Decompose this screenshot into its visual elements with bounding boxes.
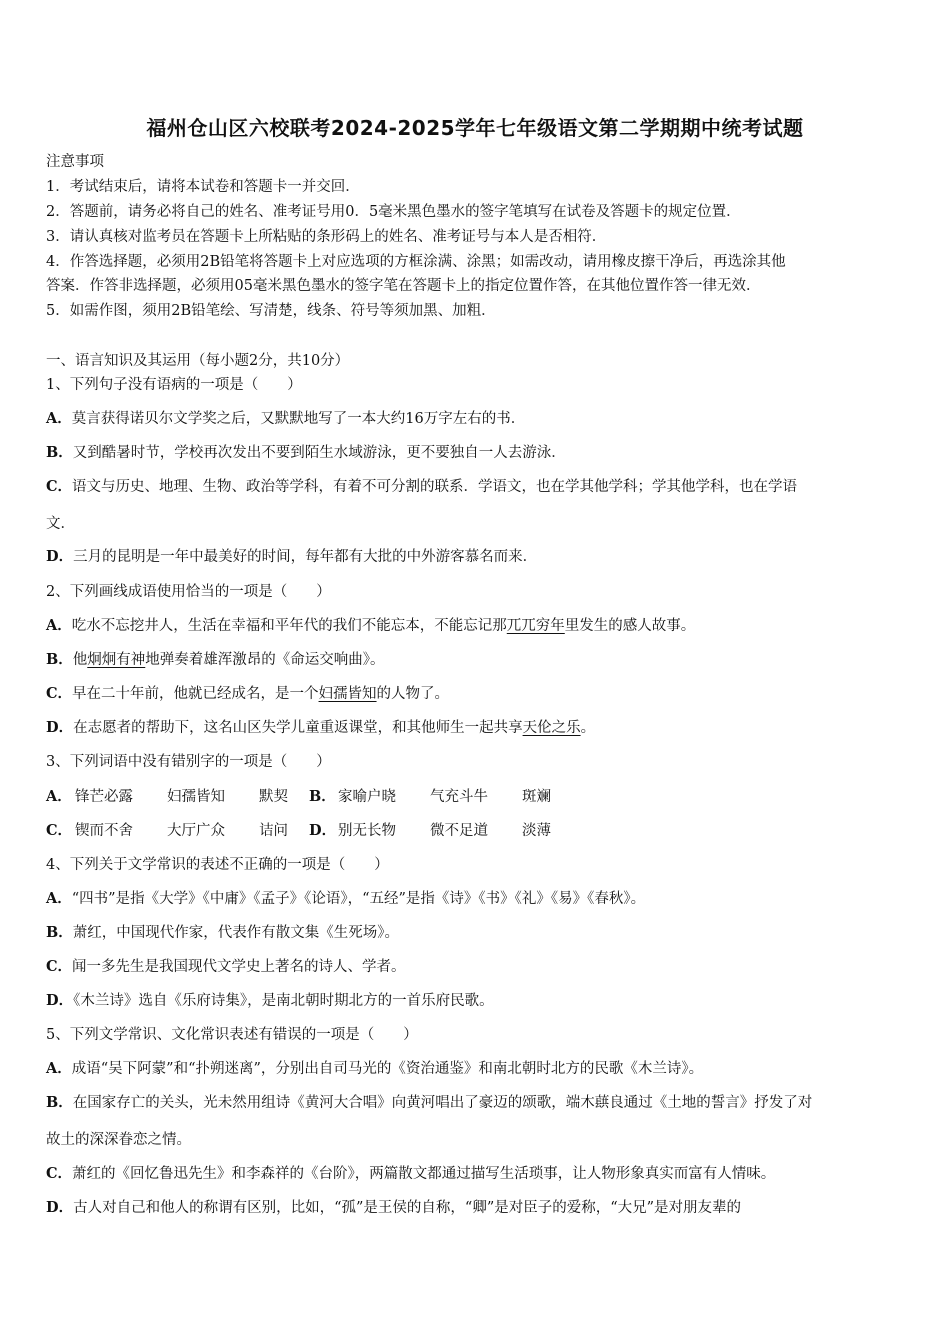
section-heading: 一、语言知识及其运用（每小题2分，共10分）: [46, 353, 350, 369]
q2-stem: 2、下列画线成语使用恰当的一项是（ ）: [46, 584, 331, 600]
q1-option-c: [46, 477, 797, 497]
option-text: “四书”是指《大学》《中庸》《孟子》《论语》，“五经”是指《诗》《书》《礼》《易》《春秋》。: [71, 891, 646, 907]
option-label: D．: [46, 992, 74, 1009]
q1-option-b: [46, 443, 566, 463]
option-text: 的人物了。: [376, 686, 450, 702]
underlined-idiom: 妇孺皆知: [318, 686, 377, 702]
q5-option-b-cont: 故土的深深眷恋之情。: [46, 1132, 191, 1148]
option-text: 莫言获得诺贝尔文学奖之后，又默默地写了一本大约16万字左右的书．: [71, 411, 526, 427]
option-label: C．: [46, 685, 73, 702]
q2-option-c: [46, 684, 449, 704]
underlined-idiom: 天伦之乐: [522, 720, 581, 736]
q3-d-word-3: 淡薄: [522, 823, 551, 839]
q4-option-b: [46, 923, 399, 943]
q3-option-d: [309, 821, 336, 841]
notice-item-2: 2．答题前，请务必将自己的姓名、准考证号用0．5毫米黑色墨水的签字笔填写在试卷及答题卡的规定位置．: [46, 204, 741, 220]
q3-option-c: [46, 821, 72, 841]
option-label: B．: [46, 924, 73, 941]
option-label: D．: [46, 548, 74, 565]
option-text: 地弹奏着雄浑激昂的《命运交响曲》。: [145, 652, 385, 668]
option-text: 三月的昆明是一年中最美好的时间，每年都有大批的中外游客慕名而来．: [73, 549, 538, 565]
option-text: 成语“吴下阿蒙”和“扑朔迷离”，分别出自司马光的《资治通鉴》和南北朝时北方的民歌《木兰诗》。: [71, 1061, 704, 1077]
q4-stem: 4、下列关于文学常识的表述不正确的一项是（ ）: [46, 857, 389, 873]
option-label: C．: [46, 1165, 73, 1182]
option-text: 古人对自己和他人的称谓有区别，比如，“孤”是王侯的自称，“卿”是对臣子的爱称，“大兄”是对朋友辈的: [73, 1200, 742, 1216]
underlined-idiom: 炯炯有神: [87, 652, 146, 668]
option-text: 吃水不忘挖井人，生活在幸福和平年代的我们不能忘本，不能忘记那: [71, 618, 507, 634]
notice-item-3: 3．请认真核对监考员在答题卡上所粘贴的条形码上的姓名、准考证号与本人是否相符．: [46, 229, 607, 245]
notice-item-4-cont: 答案．作答非选择题，必须用05毫米黑色墨水的签字笔在答题卡上的指定位置作答，在其他位置作答一律无效．: [46, 278, 761, 294]
option-text: 《木兰诗》选自《乐府诗集》，是南北朝时期北方的一首乐府民歌。: [73, 993, 494, 1009]
q5-option-d: [46, 1198, 741, 1218]
q5-option-a: [46, 1059, 703, 1079]
q3-a-word-2: 妇孺皆知: [167, 789, 225, 805]
q3-b-word-3: 斑斓: [522, 789, 551, 805]
q3-d-word-1: 别无长物: [338, 823, 396, 839]
page-title: 福州仓山区六校联考2024-2025学年七年级语文第二学期期中统考试题: [146, 116, 804, 140]
option-label: A．: [46, 410, 72, 427]
q5-option-b: [46, 1093, 812, 1113]
option-text: 闻一多先生是我国现代文学史上著名的诗人、学者。: [72, 959, 406, 975]
option-label: A．: [46, 788, 72, 805]
q2-option-d: [46, 718, 595, 738]
q1-option-c-cont: 文．: [46, 516, 75, 532]
option-label: D．: [309, 822, 337, 839]
q3-c-word-3: 诘问: [259, 823, 288, 839]
option-label: A．: [46, 890, 72, 907]
option-text: 语文与历史、地理、生物、政治等学科，有着不可分割的联系．学语文，也在学其他学科；学其他学科，也在学语: [72, 479, 798, 495]
option-text: 。: [580, 720, 596, 736]
option-label: C．: [46, 478, 73, 495]
q3-stem: 3、下列词语中没有错别字的一项是（ ）: [46, 754, 331, 770]
notice-heading: 注意事项: [46, 154, 104, 170]
option-label: B．: [46, 651, 73, 668]
q2-option-b: [46, 650, 385, 670]
q3-b-word-2: 气充斗牛: [430, 789, 488, 805]
option-text: 里发生的感人故事。: [564, 618, 696, 634]
option-text: 萧红，中国现代作家，代表作有散文集《生死场》。: [72, 925, 400, 941]
option-label: D．: [46, 719, 74, 736]
q5-stem: 5、下列文学常识、文化常识表述有错误的一项是（ ）: [46, 1027, 418, 1043]
q3-c-word-1: 锲而不舍: [75, 823, 133, 839]
option-label: A．: [46, 617, 72, 634]
notice-item-1: 1．考试结束后，请将本试卷和答题卡一并交回．: [46, 179, 360, 195]
q3-c-word-2: 大厅广众: [167, 823, 225, 839]
q1-stem: 1、下列句子没有语病的一项是（ ）: [46, 377, 302, 393]
option-label: C．: [46, 822, 73, 839]
q4-option-c: [46, 957, 406, 977]
q3-option-a: [46, 787, 72, 807]
q3-option-b: [309, 787, 336, 807]
q3-a-word-3: 默契: [259, 789, 288, 805]
q5-option-c: [46, 1164, 775, 1184]
option-label: B．: [46, 444, 73, 461]
option-text: 在志愿者的帮助下，这名山区失学儿童重返课堂，和其他师生一起共享: [73, 720, 523, 736]
q1-option-d: [46, 547, 537, 567]
option-text: 他: [72, 652, 88, 668]
option-text: 早在二十年前，他就已经成名，是一个: [72, 686, 319, 702]
q2-option-a: [46, 616, 695, 636]
option-label: A．: [46, 1060, 72, 1077]
q1-option-a: [46, 409, 525, 429]
q4-option-a: [46, 889, 645, 909]
underlined-idiom: 兀兀穷年: [506, 618, 565, 634]
q4-option-d: [46, 991, 494, 1011]
option-label: B．: [46, 1094, 73, 1111]
option-label: D．: [46, 1199, 74, 1216]
option-text: 萧红的《回忆鲁迅先生》和李森祥的《台阶》，两篇散文都通过描写生活琐事，让人物形象真实而富有人情味。: [72, 1166, 776, 1182]
notice-item-4: 4．作答选择题，必须用2B铅笔将答题卡上对应选项的方框涂满、涂黑；如需改动，请用橡皮擦干净后，再选涂其他: [46, 254, 786, 270]
option-text: 又到酷暑时节，学校再次发出不要到陌生水域游泳，更不要独自一人去游泳．: [72, 445, 566, 461]
notice-item-5: 5．如需作图，须用2B铅笔绘、写清楚，线条、符号等须加黑、加粗．: [46, 303, 496, 319]
q3-d-word-2: 微不足道: [430, 823, 488, 839]
option-label: B．: [309, 788, 336, 805]
option-label: C．: [46, 958, 73, 975]
option-text: 在国家存亡的关头，光未然用组诗《黄河大合唱》向黄河唱出了豪迈的颂歌，端木蕻良通过《土地的誓言》抒发了对: [72, 1095, 813, 1111]
q3-b-word-1: 家喻户晓: [338, 789, 396, 805]
q3-a-word-1: 锋芒必露: [75, 789, 133, 805]
